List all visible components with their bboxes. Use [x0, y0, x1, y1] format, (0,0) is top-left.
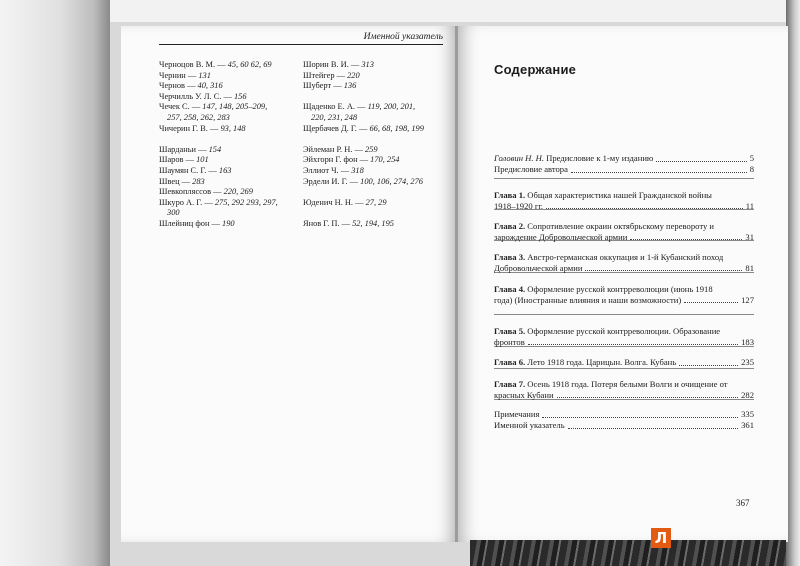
index-entry — [303, 145, 443, 156]
toc-entry[interactable] — [494, 221, 754, 242]
index-entry-pages: 313 — [361, 60, 374, 69]
toc-leader-dots — [656, 161, 746, 162]
toc-entry-page: 127 — [741, 294, 754, 305]
toc-entry-chapter: Глава 2. — [494, 221, 526, 231]
index-gap — [303, 134, 443, 145]
toc-entry-page: 31 — [745, 231, 754, 242]
index-entry — [303, 81, 443, 92]
toc-leader-dots — [630, 239, 742, 240]
toc-entry-title: Австро-германская оккупация и 1-й Кубанский поход Добровольческой армии — [494, 252, 724, 273]
index-entry-name: Шарданьи — — [159, 144, 209, 154]
book-cover-edge — [470, 540, 786, 566]
index-entry-pages: 220 — [347, 70, 360, 80]
index-column-a — [159, 60, 299, 230]
index-column-b — [303, 60, 443, 230]
toc-entry[interactable] — [494, 164, 754, 175]
toc-entry-title: Примечания — [494, 409, 540, 419]
toc-leader-dots — [528, 344, 738, 345]
left-page — [121, 26, 457, 542]
index-entry-pages: 170, 254 — [370, 155, 400, 165]
index-entry — [159, 124, 299, 135]
toc-leader-dots — [542, 417, 738, 418]
toc-entry-page: 81 — [745, 262, 754, 273]
index-entry — [303, 219, 443, 230]
index-entry-name: Щербачев Д. Г. — — [303, 123, 370, 133]
index-entry-pages: 66, 68, 198, 199 — [369, 123, 424, 133]
toc-entry-chapter: Глава 6. — [494, 357, 526, 367]
toc-leader-dots — [679, 365, 738, 366]
toc-title: Содержание — [494, 62, 577, 77]
scan-left-margin — [0, 0, 110, 566]
index-gap — [303, 92, 443, 103]
toc-entry-chapter: Глава 1. — [494, 190, 526, 200]
toc-entry-title: Осень 1918 года. Потеря белыми Волги и очищение от красных Кубани — [494, 379, 728, 400]
toc-entry-title: Предисловие к 1-му изданию — [543, 153, 654, 163]
index-entry-pages: 100, 106, 274, 276 — [360, 176, 423, 186]
toc-entry-text — [494, 153, 754, 164]
index-entry — [303, 113, 443, 124]
toc-entry-text — [494, 357, 754, 368]
toc-leader-dots — [684, 302, 738, 303]
index-entry-pages: 101 — [196, 155, 209, 165]
index-entry-pages: 156 — [233, 91, 247, 101]
index-entry — [159, 187, 299, 198]
index-entry-name: Чечек С. — — [159, 102, 203, 112]
index-entry-name: Чернов — — [159, 81, 198, 91]
index-entry-name: Чернин — — [159, 70, 199, 80]
publisher-logo: Л — [651, 528, 671, 548]
toc-entry-title: Лето 1918 года. Царицын. Волга. Кубань — [525, 357, 677, 367]
toc-entry-title: Сопротивление окраин октябрьскому перевороту и зарождение Добровольческой армии — [494, 221, 715, 242]
toc-entry-chapter: Глава 3. — [494, 252, 526, 262]
index-entry — [159, 145, 299, 156]
toc-leader-dots — [571, 172, 747, 173]
index-entry-pages: 190 — [222, 218, 235, 228]
toc-entry-page: 11 — [745, 200, 754, 211]
toc-entry[interactable] — [494, 357, 754, 368]
toc-entry-chapter: Глава 5. — [494, 326, 526, 336]
toc-entry[interactable] — [494, 252, 754, 273]
index-entry-pages: 136 — [343, 81, 357, 91]
index-entry-pages: 220, 269 — [223, 187, 253, 197]
index-entry — [159, 219, 299, 230]
index-entry-pages: 147, 148, 205–209, — [202, 102, 268, 112]
index-entry-pages: 220, 231, 248 — [311, 112, 358, 122]
index-entry — [159, 113, 299, 124]
book-right-edge — [786, 0, 800, 566]
toc-entry[interactable] — [494, 420, 754, 431]
toc-entry[interactable] — [494, 409, 754, 420]
scan-background-top — [0, 0, 800, 22]
index-entry — [159, 166, 299, 177]
toc-entry-title: Предисловие автора — [494, 164, 568, 174]
index-entry — [303, 124, 443, 135]
index-entry-name: Эйхгорн Г. фон — — [303, 155, 371, 165]
index-gap — [159, 134, 299, 145]
index-entry-name: Эллиот Ч. — — [303, 165, 352, 175]
index-entry — [303, 60, 443, 71]
index-entry-name: Янов Г. П. — — [303, 218, 353, 228]
index-entry-pages: 27, 29 — [365, 197, 387, 207]
page-number: 367 — [736, 498, 750, 508]
index-entry — [159, 71, 299, 82]
index-entry-name: Швец — — [159, 176, 193, 186]
index-entry — [159, 81, 299, 92]
toc-entry-page: 183 — [741, 336, 754, 347]
index-entry-pages: 45, 60 62, 69 — [227, 60, 272, 69]
index-entry-pages: 318 — [351, 165, 364, 175]
index-entry-pages: 119, 200, 201, — [367, 102, 416, 112]
index-entry — [159, 60, 299, 71]
index-entry-name: Шевкопляссов — — [159, 187, 224, 197]
running-head: Именной указатель — [159, 32, 443, 45]
toc-leader-dots — [557, 397, 739, 398]
index-entry — [303, 177, 443, 188]
index-entry-pages: 283 — [192, 176, 205, 186]
toc-entry[interactable] — [494, 153, 754, 164]
index-entry — [159, 92, 299, 103]
index-entry-name: Черноцов В. М. — — [159, 60, 228, 69]
index-entry-name: Щаденко Е. А. — — [303, 102, 368, 112]
index-entry-pages: 163 — [218, 165, 232, 175]
toc-leader-dots — [585, 270, 742, 271]
index-entry — [303, 102, 443, 113]
toc-entry-chapter: Глава 4. — [494, 284, 526, 294]
index-entry-pages: 275, 292 293, 297, — [214, 197, 278, 207]
index-entry-name: Штейгер — — [303, 70, 348, 80]
index-gap — [303, 187, 443, 198]
toc-entry-title: Именной указатель — [494, 420, 565, 430]
index-entry-pages: 93, 148 — [220, 123, 246, 133]
toc-entry-page: 5 — [749, 153, 754, 163]
index-entry-pages: 40, 316 — [197, 81, 223, 91]
index-entry-name: Юденич Н. Н. — — [303, 197, 366, 207]
index-entry-name: Шорин В. И. — — [303, 60, 362, 69]
toc-entry-title: Общая характеристика нашей Гражданской войны 1918–1920 гг. — [494, 190, 712, 211]
index-entry — [303, 71, 443, 82]
index-entry-name: Шаров — — [159, 155, 197, 165]
toc-entry-page: 335 — [741, 409, 754, 419]
toc-entry[interactable] — [494, 326, 754, 347]
toc-divider — [494, 368, 754, 369]
index-entry-pages: 257, 258, 262, 283 — [167, 112, 230, 122]
toc-leader-dots — [568, 428, 738, 429]
toc-entry-text — [494, 164, 754, 175]
index-entry-name: Эрдели И. Г. — — [303, 176, 361, 186]
index-entry — [159, 198, 299, 209]
index-entry — [159, 155, 299, 166]
index-entry-pages: 300 — [167, 208, 180, 218]
toc-entry-chapter: Глава 7. — [494, 379, 526, 389]
toc-leader-dots — [546, 208, 743, 209]
toc-entry-title: Оформление русской контрреволюции. Образование фронтов — [494, 326, 721, 347]
index-entry-name: Чичерин Г. В. — — [159, 123, 221, 133]
index-entry — [303, 166, 443, 177]
index-entry — [159, 177, 299, 188]
index-gap — [303, 208, 443, 219]
toc-entry-page: 8 — [749, 164, 754, 174]
toc-entry-page: 361 — [741, 420, 754, 430]
toc-entry-page: 235 — [741, 357, 754, 367]
index-entry — [303, 155, 443, 166]
index-entry-pages: 131 — [198, 70, 211, 80]
toc-divider — [494, 314, 754, 315]
toc-entry-page: 282 — [741, 389, 754, 400]
index-entry-name: Черчилль У. Л. С. — — [159, 91, 234, 101]
index-entry — [159, 102, 299, 113]
toc-entry-text — [494, 420, 754, 431]
index-entry-pages: 259 — [364, 144, 378, 154]
toc-entry-title: Оформление русской контрреволюции (июнь 1918 года) (Иностранные влияния и наши возможности) — [494, 284, 713, 305]
index-entry — [159, 208, 299, 219]
index-entry-pages: 52, 194, 195 — [352, 218, 394, 228]
index-entry-name: Шуберт — — [303, 81, 344, 91]
index-entry-pages: 154 — [208, 144, 222, 154]
toc-entry-author: Головин Н. Н. — [494, 153, 544, 163]
toc-entry-text — [494, 409, 754, 420]
right-page — [458, 26, 788, 542]
index-entry-name: Шкуро А. Г. — — [159, 197, 215, 207]
index-entry-name: Эйлеман Р. Н. — — [303, 144, 365, 154]
index-entry — [303, 198, 443, 209]
toc-divider — [494, 178, 754, 179]
toc-entry[interactable] — [494, 190, 754, 211]
index-entry-name: Шлейниц фон — — [159, 218, 223, 228]
toc-entry[interactable] — [494, 379, 754, 400]
toc-entry[interactable] — [494, 284, 754, 305]
index-entry-name: Шаумян С. Г. — — [159, 165, 219, 175]
